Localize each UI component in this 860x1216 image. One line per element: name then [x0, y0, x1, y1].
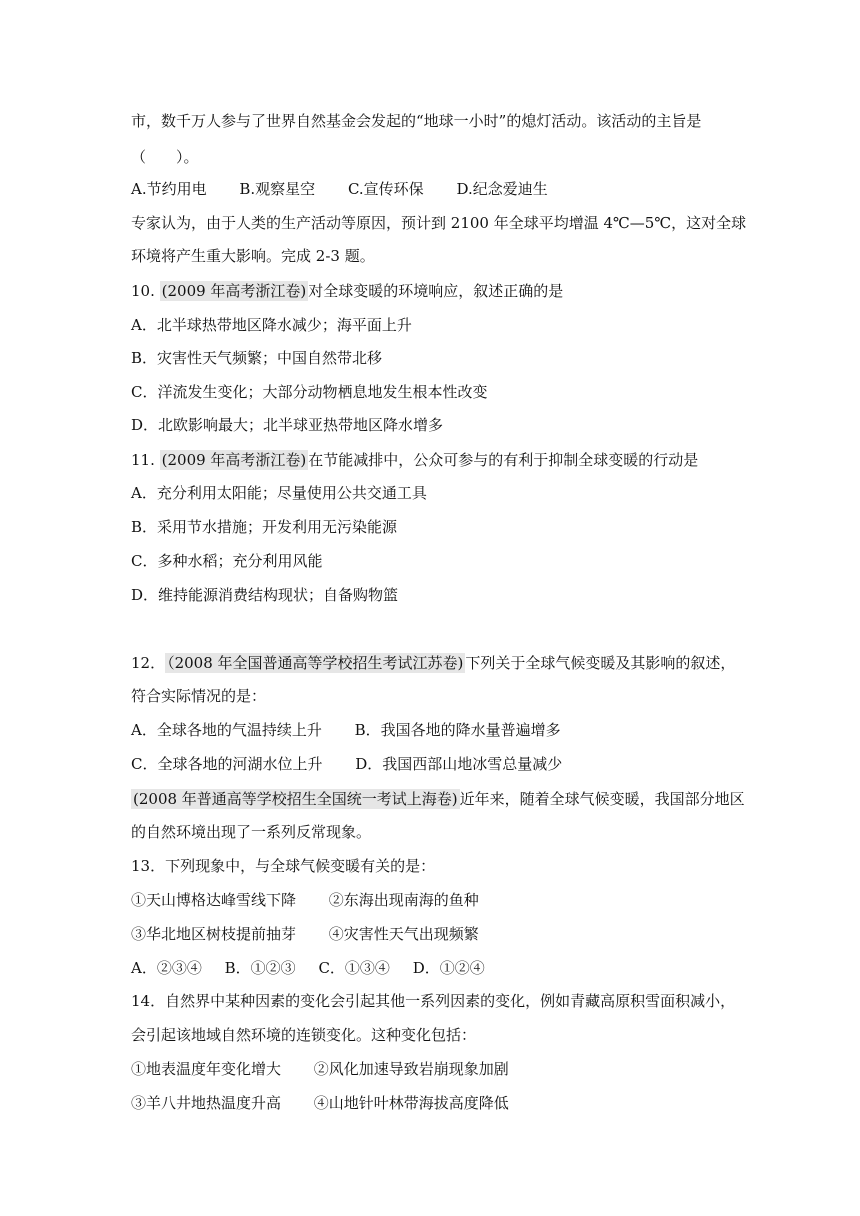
q11-option-d: D．维持能源消费结构现状；自备购物篮: [131, 586, 399, 604]
context2-source: (2008 年普通高等学校招生全国统一考试上海卷): [133, 790, 458, 808]
q14-items-row-2: [131, 1092, 509, 1114]
q11-stem-text: 在节能减排中，公众可参与的有利于抑制全球变暖的行动是: [308, 451, 699, 469]
q11-option-a: A．充分利用太阳能；尽量使用公共交通工具: [131, 484, 427, 502]
q10-number: 10.: [131, 282, 155, 300]
q11-stem: [131, 449, 698, 471]
context1-line-1: 专家认为，由于人类的生产活动等原因，预计到 2100 年全球平均增温 4℃—5℃，这对全球: [131, 214, 747, 232]
q12-source: （2008 年全国普通高等学校招生考试江苏卷): [167, 654, 464, 672]
q13-options: [131, 957, 485, 979]
q12-option-c: C．全球各地的河湖水位上升: [131, 755, 323, 773]
context1-line-2: 环境将产生重大影响。完成 2-3 题。: [131, 247, 375, 265]
intro-option-a: A.节约用电: [131, 180, 207, 198]
q11-option-b: B．采用节水措施；开发利用无污染能源: [131, 518, 398, 536]
q13-option-b: B．①②③: [224, 959, 296, 977]
q12-options-row-2: [131, 753, 562, 775]
q13-item-3: ③华北地区树枝提前抽芽: [131, 925, 297, 943]
q13-item-2: ②东海出现南海的鱼种: [328, 891, 479, 909]
q13-stem: 13．下列现象中，与全球气候变暖有关的是：: [131, 857, 436, 875]
q12-options-row-1: [131, 719, 561, 741]
q12-option-b: B．我国各地的降水量普遍增多: [354, 721, 561, 739]
q14-stem-2: 会引起该地域自然环境的连锁变化。这种变化包括：: [131, 1026, 477, 1044]
q14-items-row-1: [131, 1058, 509, 1080]
intro-option-c: C.宣传环保: [347, 180, 424, 198]
q11-number: 11.: [131, 451, 155, 469]
q10-option-b: B．灾害性天气频繁；中国自然带北移: [131, 349, 383, 367]
q10-option-a: A．北半球热带地区降水减少；海平面上升: [131, 316, 412, 334]
q10-stem: [131, 280, 563, 302]
q13-item-4: ④灾害性天气出现频繁: [328, 925, 479, 943]
intro-option-d: D.纪念爱迪生: [456, 180, 548, 198]
q11-source: (2009 年高考浙江卷): [161, 451, 307, 469]
q14-item-4: ④山地针叶林带海拔高度降低: [313, 1094, 509, 1112]
q10-source: (2009 年高考浙江卷): [161, 282, 307, 300]
q13-item-1: ①天山博格达峰雪线下降: [131, 891, 297, 909]
q12-stem: [131, 652, 735, 674]
q12-number: 12．: [131, 654, 166, 672]
q10-option-c: C．洋流发生变化；大部分动物栖息地发生根本性改变: [131, 383, 488, 401]
q13-option-c: C．①③④: [318, 959, 390, 977]
q12-stem-text: 下列关于全球气候变暖及其影响的叙述，: [465, 654, 736, 672]
intro-option-b: B.观察星空: [239, 180, 316, 198]
q14-item-2: ②风化加速导致岩崩现象加剧: [313, 1060, 509, 1078]
intro-options: [131, 178, 548, 200]
context2-line-1: [131, 788, 745, 810]
q14-item-1: ①地表温度年变化增大: [131, 1060, 282, 1078]
q14-item-3: ③羊八井地热温度升高: [131, 1094, 282, 1112]
q10-option-d: D．北欧影响最大；北半球亚热带地区降水增多: [131, 416, 444, 434]
q13-items-row-1: [131, 889, 479, 911]
q12-stem-2: 符合实际情况的是：: [131, 687, 267, 705]
context2-line-2: 的自然环境出现了一系列反常现象。: [131, 823, 372, 841]
q10-stem-text: 对全球变暖的环境响应，叙述正确的是: [308, 282, 564, 300]
q12-option-d: D．我国西部山地冰雪总量减少: [355, 755, 563, 773]
q13-option-a: A．②③④: [131, 959, 202, 977]
q12-option-a: A．全球各地的气温持续上升: [131, 721, 322, 739]
q13-items-row-2: [131, 923, 479, 945]
q13-option-d: D．①②④: [412, 959, 485, 977]
q11-option-c: C．多种水稻；充分利用风能: [131, 552, 323, 570]
context2-text: 近年来，随着全球气候变暖，我国部分地区: [459, 790, 745, 808]
intro-line-1: 市，数千万人参与了世界自然基金会发起的“地球一小时”的熄灯活动。该活动的主旨是: [131, 112, 702, 130]
intro-line-2: （ ）。: [131, 148, 199, 166]
q14-stem-1: 14．自然界中某种因素的变化会引起其他一系列因素的变化，例如青藏高原积雪面积减小，: [131, 992, 736, 1010]
